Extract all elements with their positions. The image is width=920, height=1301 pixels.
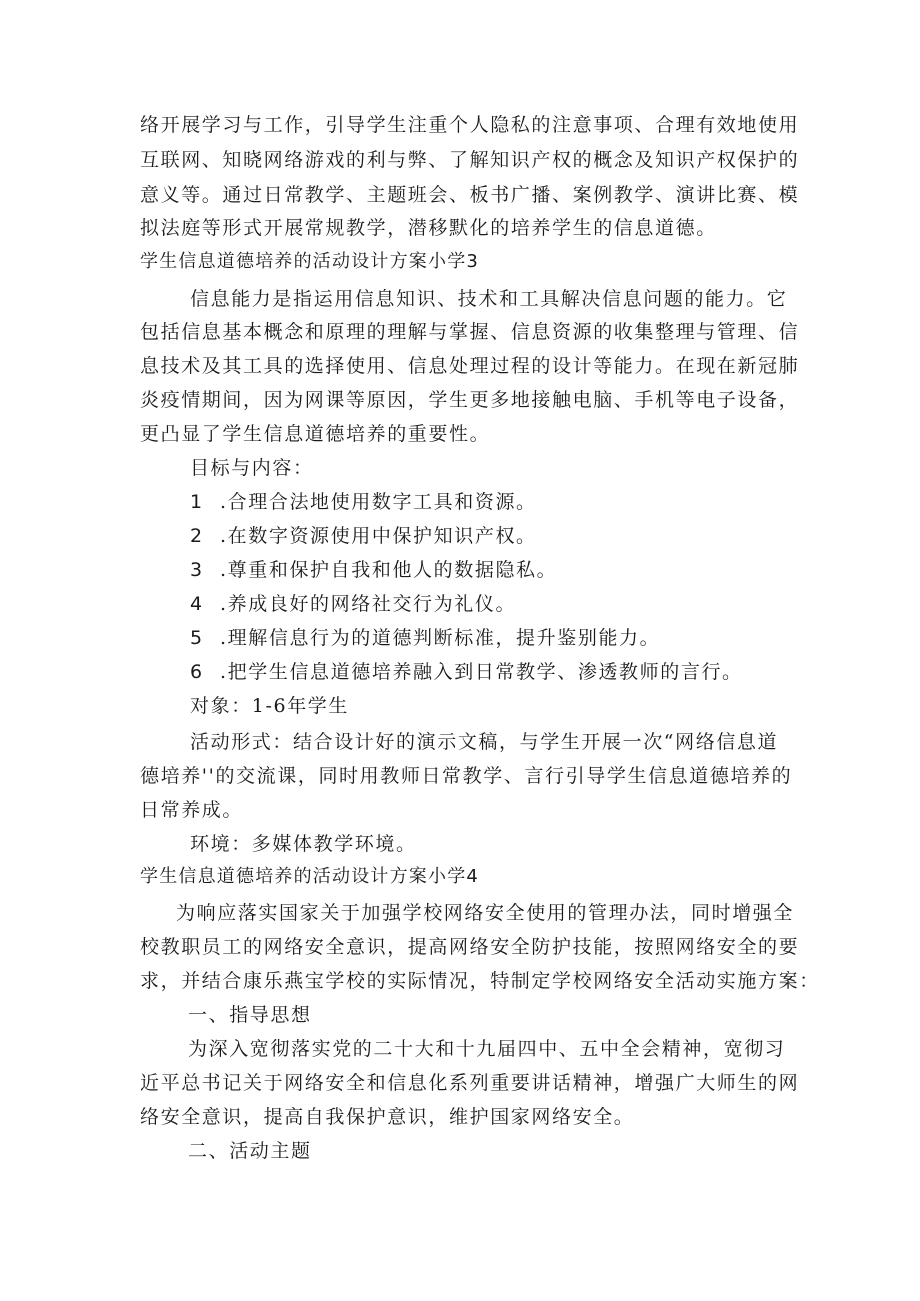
list-item-number: 2 <box>190 525 204 547</box>
environment-line: 环境：多媒体教学环境。 <box>190 833 417 855</box>
list-item-text: .合理合法地使用数字工具和资源。 <box>220 491 537 513</box>
paragraph-line: 为深入宽彻落实党的二十大和十九届四中、五中全会精神，宽彻习 <box>188 1038 786 1060</box>
paragraph-line: 活动形式：结合设计好的演示文稿，与学生开展一次“网络信息道 <box>190 731 779 753</box>
list-item-number: 3 <box>190 559 204 581</box>
paragraph-line: 互联网、知晓网络游戏的利与弊、了解知识产权的概念及知识产权保护的 <box>140 149 800 171</box>
subsection-title: 一、指导思想 <box>188 1004 312 1026</box>
list-item-number: 6 <box>190 661 204 683</box>
paragraph-line: 日常养成。 <box>140 799 244 821</box>
list-item <box>190 490 537 514</box>
paragraph-line: 校教职员工的网络安全意识，提高网络安全防护技能，按照网络安全的要 <box>140 936 800 958</box>
list-item-number: 5 <box>190 627 204 649</box>
list-item <box>190 524 537 548</box>
goals-label: 目标与内容： <box>190 457 314 479</box>
paragraph-line: 更凸显了学生信息道德培养的重要性。 <box>140 423 491 445</box>
paragraph-line: 德培养''的交流课，同时用教师日常教学、言行引导学生信息道德培养的 <box>140 765 793 787</box>
paragraph-line: 近平总书记关于网络安全和信息化系列重要讲话精神，增强广大师生的网 <box>140 1072 800 1094</box>
list-item-text: .把学生信息道德培养融入到日常教学、渗透教师的言行。 <box>220 661 743 683</box>
section-heading: 学生信息道德培养的活动设计方案小学3 <box>140 251 480 272</box>
list-item-number: 1 <box>190 491 204 513</box>
paragraph-line: 络开展学习与工作，引导学生注重个人隐私的注意事项、合理有效地使用 <box>140 114 800 136</box>
subsection-title: 二、活动主题 <box>188 1140 312 1162</box>
paragraph-line: 包括信息基本概念和原理的理解与掌握、信息资源的收集整理与管理、信 <box>140 321 800 343</box>
list-item <box>190 660 743 684</box>
list-item <box>190 626 660 650</box>
list-item-text: .养成良好的网络社交行为礼仪。 <box>220 593 517 615</box>
list-item <box>190 592 516 616</box>
paragraph-line: 为响应落实国家关于加强学校网络安全使用的管理办法，同时增强全 <box>176 902 795 924</box>
section-heading: 学生信息道德培养的活动设计方案小学4 <box>140 866 480 887</box>
paragraph-line: 炎疫情期间，因为网课等原因，学生更多地接触电脑、手机等电子设备， <box>140 389 800 411</box>
paragraph-line: 意义等。通过日常教学、主题班会、板书广播、案例教学、演讲比赛、模 <box>140 184 800 206</box>
list-item-text: .理解信息行为的道德判断标准，提升鉴别能力。 <box>220 627 661 649</box>
list-item-number: 4 <box>190 593 204 615</box>
list-item-text: .在数字资源使用中保护知识产权。 <box>220 525 537 547</box>
paragraph-line: 求，并结合康乐燕宝学校的实际情况，特制定学校网络安全活动实施方案： <box>140 970 820 992</box>
list-item-text: .尊重和保护自我和他人的数据隐私。 <box>220 559 558 581</box>
paragraph-line: 息技术及其工具的选择使用、信息处理过程的设计等能力。在现在新冠肺 <box>140 355 800 377</box>
paragraph-line: 信息能力是指运用信息知识、技术和工具解决信息问题的能力。它 <box>190 288 788 310</box>
target-line: 对象：1-6年学生 <box>190 695 349 717</box>
paragraph-line: 络安全意识，提高自我保护意识，维护国家网络安全。 <box>140 1106 635 1128</box>
list-item <box>190 558 557 582</box>
paragraph-line: 拟法庭等形式开展常规教学，潜移默化的培养学生的信息道德。 <box>140 217 717 239</box>
